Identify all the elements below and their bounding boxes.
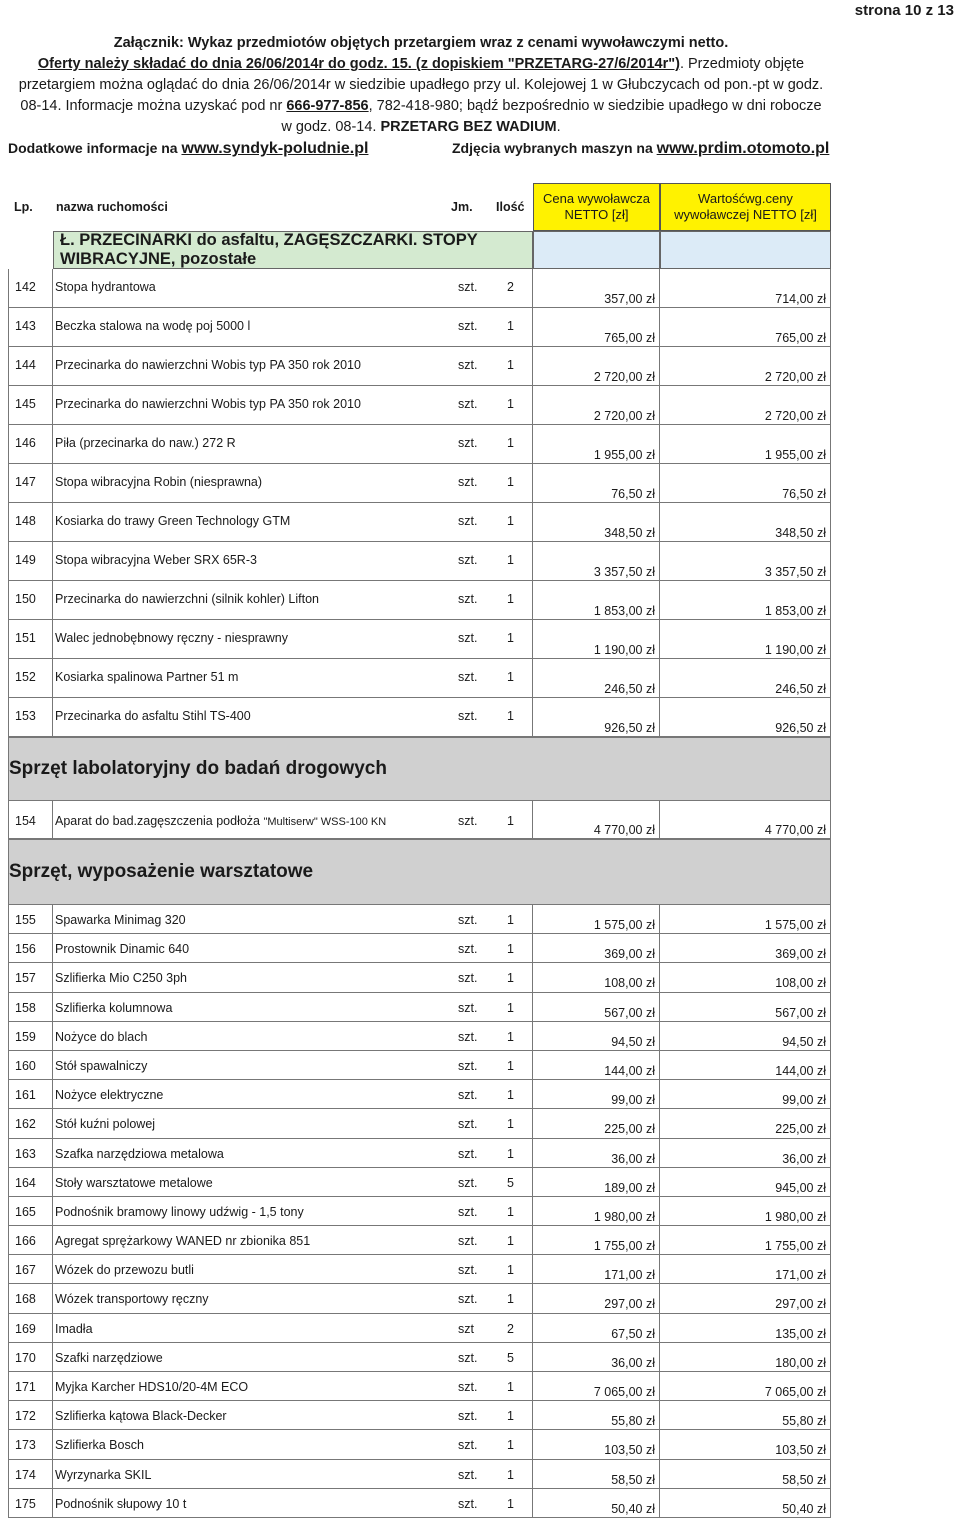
row-lp: 164 [8,1168,53,1196]
section-heading: Sprzęt labolatoryjny do badań drogowych [8,737,831,801]
row-price: 1 575,00 zł [533,905,660,933]
row-name: Prostownik Dinamic 640 [55,942,190,957]
table-row [8,503,831,542]
row-price: 926,50 zł [533,698,660,736]
row-price: 3 357,50 zł [533,542,660,580]
row-jm: szt. [458,475,478,489]
row-jm: szt. [458,1292,478,1307]
table-row [8,963,831,992]
row-name: Stopa wibracyjna Weber SRX 65R-3 [55,553,257,567]
row-value: 7 065,00 zł [660,1372,831,1400]
row-qty: 1 [488,308,533,346]
row-qty: 1 [488,1460,533,1488]
row-value: 765,00 zł [660,308,831,346]
row-value: 1 190,00 zł [660,620,831,658]
row-lp: 154 [8,801,53,838]
table-row [8,1401,831,1430]
no-deposit-note: PRZETARG BEZ WADIUM [380,119,557,135]
row-price: 1 980,00 zł [533,1197,660,1225]
row-qty: 1 [488,503,533,541]
row-lp: 147 [8,464,53,502]
row-price: 94,50 zł [533,1022,660,1050]
row-name: Szafka narzędziowa metalowa [55,1146,224,1161]
row-jm: szt. [458,971,478,986]
category-row [8,231,831,269]
row-jm: szt. [458,1467,478,1482]
table-row [8,1226,831,1255]
row-jm: szt. [458,1409,478,1424]
row-name: Stopa hydrantowa [55,280,156,294]
row-qty: 2 [488,1314,533,1342]
header-jm: Jm. [451,200,473,214]
row-value: 94,50 zł [660,1022,831,1050]
row-qty: 1 [488,1197,533,1225]
row-lp: 145 [8,386,53,424]
header-name: nazwa ruchomości [56,200,168,214]
row-name: Przecinarka do nawierzchni Wobis typ PA 350 rok 2010 [55,397,361,411]
header-line-5: w godz. 08-14. PRZETARG BEZ WADIUM. [281,119,561,135]
table-row [8,1168,831,1197]
row-value: 180,00 zł [660,1343,831,1371]
table-row [8,347,831,386]
header-line-4: 08-14. Informacje można uzyskać pod nr 666-977-856, 782-418-980; bądź bezpośrednio w siedzibie upadłego w dni robocze [20,98,822,114]
category-title: Ł. PRZECINARKI do asfaltu, ZAGĘSZCZARKI. STOPY WIBRACYJNE, pozostałe [53,231,533,269]
row-name: Kosiarka spalinowa Partner 51 m [55,670,239,684]
row-lp: 159 [8,1022,53,1050]
row-value: 225,00 zł [660,1109,831,1137]
row-name: Piła (przecinarka do naw.) 272 R [55,436,236,450]
row-qty: 1 [488,464,533,502]
row-value: 567,00 zł [660,993,831,1021]
row-qty: 1 [488,1109,533,1137]
row-jm: szt. [458,814,478,828]
row-qty: 1 [488,1139,533,1167]
row-lp: 170 [8,1343,53,1371]
row-value: 3 357,50 zł [660,542,831,580]
row-jm: szt. [458,1146,478,1161]
table-row [8,1430,831,1459]
row-value: 1 755,00 zł [660,1226,831,1254]
table-row [8,1051,831,1080]
row-value: 1 575,00 zł [660,905,831,933]
row-price: 108,00 zł [533,963,660,991]
table-row [8,542,831,581]
row-value: 103,50 zł [660,1430,831,1458]
row-value: 58,50 zł [660,1460,831,1488]
row-lp: 156 [8,934,53,962]
phone-link[interactable]: 666-977-856 [286,98,369,114]
row-qty: 5 [488,1343,533,1371]
row-lp: 167 [8,1255,53,1283]
row-jm: szt. [458,319,478,333]
table-row [8,464,831,503]
row-value: 99,00 zł [660,1080,831,1108]
row-qty: 1 [488,801,533,838]
row-jm: szt. [458,631,478,645]
table-row [8,801,831,839]
table-row [8,905,831,934]
row-price: 225,00 zł [533,1109,660,1137]
row-lp: 169 [8,1314,53,1342]
row-jm: szt. [458,280,478,294]
header-lp: Lp. [14,200,33,214]
row-jm: szt. [458,1088,478,1103]
row-qty: 5 [488,1168,533,1196]
row-name: Przecinarka do nawierzchni (silnik kohler) Lifton [55,592,320,606]
row-qty: 1 [488,905,533,933]
row-name: Podnośnik słupowy 10 t [55,1496,187,1511]
row-price: 348,50 zł [533,503,660,541]
row-qty: 1 [488,542,533,580]
row-name: Przecinarka do asfaltu Stihl TS-400 [55,709,251,723]
row-qty: 1 [488,1255,533,1283]
row-price: 67,50 zł [533,1314,660,1342]
row-name: Wyrzynarka SKIL [55,1467,152,1482]
row-name: Szlifierka kątowa Black-Decker [55,1409,227,1424]
row-lp: 158 [8,993,53,1021]
row-name: Myjka Karcher HDS10/20-4M ECO [55,1380,249,1394]
page-number: strona 10 z 13 [854,2,954,19]
row-name: Kosiarka do trawy Green Technology GTM [55,514,291,528]
table-row [8,1255,831,1284]
header-line-3: przetargiem można oglądać do dnia 26/06/2014r w siedzibie upadłego przy ul. Kolejowej 1 w Głubczycach od pon.-pt w godz. [18,77,824,93]
table-row [8,1139,831,1168]
row-value: 926,50 zł [660,698,831,736]
row-name: Przecinarka do nawierzchni Wobis typ PA 350 rok 2010 [55,358,361,372]
row-lp: 142 [8,269,53,307]
row-price: 297,00 zł [533,1284,660,1312]
row-qty: 1 [488,386,533,424]
table-row [8,581,831,620]
row-value: 714,00 zł [660,269,831,307]
table-row [8,1080,831,1109]
row-lp: 152 [8,659,53,697]
table-row [8,1460,831,1489]
table-row [8,1284,831,1313]
row-qty: 2 [488,269,533,307]
row-lp: 160 [8,1051,53,1079]
row-price: 99,00 zł [533,1080,660,1108]
row-lp: 148 [8,503,53,541]
row-jm: szt. [458,1496,478,1511]
row-qty: 1 [488,347,533,385]
row-name: Agregat sprężarkowy WANED nr zbionika 851 [55,1234,311,1249]
row-jm: szt. [458,1438,478,1453]
table-row [8,620,831,659]
row-price: 1 190,00 zł [533,620,660,658]
row-jm: szt. [458,1000,478,1015]
row-jm: szt. [458,1175,478,1190]
row-lp: 163 [8,1139,53,1167]
row-lp: 175 [8,1489,53,1517]
header-title: Załącznik: Wykaz przedmiotów objętych przetargiem wraz z cenami wywoławczymi netto. [113,35,729,51]
header-value: Wartośćwg.ceny wywoławczej NETTO [zł] [660,183,831,231]
table-row [8,934,831,963]
row-qty: 1 [488,963,533,991]
row-jm: szt. [458,913,478,927]
row-name: Stół spawalniczy [55,1058,148,1073]
row-price: 1 853,00 zł [533,581,660,619]
table-row [8,993,831,1022]
row-value: 108,00 zł [660,963,831,991]
row-lp: 153 [8,698,53,736]
table-row [8,1489,831,1518]
header-price: Cena wywoławcza NETTO [zł] [533,183,660,231]
row-price: 2 720,00 zł [533,386,660,424]
row-lp: 166 [8,1226,53,1254]
row-value: 246,50 zł [660,659,831,697]
offer-deadline: Oferty należy składać do dnia 26/06/2014r do godz. 15. (z dopiskiem "PRZETARG-27/6/2014r") [37,56,680,72]
row-qty: 1 [488,659,533,697]
row-lp: 149 [8,542,53,580]
row-price: 765,00 zł [533,308,660,346]
row-lp: 172 [8,1401,53,1429]
row-name: Szlifierka Mio C250 3ph [55,971,188,986]
table-row [8,1022,831,1051]
row-price: 1 755,00 zł [533,1226,660,1254]
row-value: 4 770,00 zł [660,801,831,838]
table-row [8,1343,831,1372]
row-lp: 173 [8,1430,53,1458]
row-lp: 171 [8,1372,53,1400]
row-price: 171,00 zł [533,1255,660,1283]
section-heading: Sprzęt, wyposażenie warsztatowe [8,839,831,905]
table-row [8,386,831,425]
rows-group-1 [8,269,831,737]
row-jm: szt. [458,942,478,957]
row-jm: szt. [458,1029,478,1044]
row-lp: 144 [8,347,53,385]
table-row [8,698,831,737]
document-header [0,33,842,138]
table-header [8,183,831,231]
rows-group-2 [8,801,831,839]
header-qty: Ilość [496,200,525,214]
otomoto-link[interactable]: www.prdim.otomoto.pl [656,140,830,157]
row-qty: 1 [488,1489,533,1517]
row-qty: 1 [488,993,533,1021]
row-lp: 155 [8,905,53,933]
row-value: 945,00 zł [660,1168,831,1196]
row-value: 135,00 zł [660,1314,831,1342]
table-row [8,1109,831,1138]
row-price: 369,00 zł [533,934,660,962]
row-qty: 1 [488,1430,533,1458]
row-value: 50,40 zł [660,1489,831,1517]
row-name: Szlifierka Bosch [55,1438,144,1453]
rows-group-3 [8,905,831,1518]
row-value: 297,00 zł [660,1284,831,1312]
row-jm: szt. [458,397,478,411]
row-qty: 1 [488,1401,533,1429]
row-jm: szt. [458,1380,478,1394]
row-qty: 1 [488,1051,533,1079]
row-jm: szt. [458,553,478,567]
row-jm: szt. [458,1263,478,1278]
row-lp: 146 [8,425,53,463]
row-lp: 162 [8,1109,53,1137]
table-row [8,425,831,464]
row-name: Spawarka Minimag 320 [55,913,186,927]
header-line-2: Oferty należy składać do dnia 26/06/2014r do godz. 15. (z dopiskiem "PRZETARG-27/6/2014r"). Przedmioty objęte [37,56,805,72]
row-value: 55,80 zł [660,1401,831,1429]
row-price: 4 770,00 zł [533,801,660,838]
row-name: Nożyce do blach [55,1029,148,1044]
row-price: 76,50 zł [533,464,660,502]
row-price: 58,50 zł [533,1460,660,1488]
row-lp: 165 [8,1197,53,1225]
row-value: 76,50 zł [660,464,831,502]
row-qty: 1 [488,1022,533,1050]
row-qty: 1 [488,425,533,463]
row-name: Imadła [55,1321,93,1336]
category-value-cell [660,231,831,269]
row-name: Szlifierka kolumnowa [55,1000,173,1015]
row-jm: szt. [458,436,478,450]
row-name: Aparat do bad.zagęszczenia podłoża "Multiserw" WSS-100 KN [55,814,387,828]
row-name: Walec jednobębnowy ręczny - niesprawny [55,631,288,645]
row-jm: szt. [458,592,478,606]
row-jm: szt. [458,358,478,372]
table-row [8,1372,831,1401]
row-name: Szafki narzędziowe [55,1350,163,1365]
row-price: 567,00 zł [533,993,660,1021]
row-lp: 157 [8,963,53,991]
row-price: 1 955,00 zł [533,425,660,463]
row-price: 50,40 zł [533,1489,660,1517]
row-value: 144,00 zł [660,1051,831,1079]
row-name: Wózek do przewozu butli [55,1263,194,1278]
row-qty: 1 [488,1284,533,1312]
row-lp: 150 [8,581,53,619]
row-name: Stopa wibracyjna Robin (niesprawna) [55,475,263,489]
row-value: 1 853,00 zł [660,581,831,619]
row-name: Beczka stalowa na wodę poj 5000 l [55,319,251,333]
row-value: 2 720,00 zł [660,386,831,424]
row-jm: szt. [458,1234,478,1249]
row-lp: 143 [8,308,53,346]
row-price: 36,00 zł [533,1139,660,1167]
row-price: 189,00 zł [533,1168,660,1196]
row-price: 2 720,00 zł [533,347,660,385]
row-name: Nożyce elektryczne [55,1088,164,1103]
syndyk-link[interactable]: www.syndyk-poludnie.pl [181,140,369,157]
row-jm: szt. [458,1117,478,1132]
row-price: 357,00 zł [533,269,660,307]
row-qty: 1 [488,934,533,962]
row-price: 144,00 zł [533,1051,660,1079]
row-jm: szt. [458,709,478,723]
table-row [8,659,831,698]
row-lp: 151 [8,620,53,658]
row-value: 36,00 zł [660,1139,831,1167]
row-jm: szt. [458,670,478,684]
row-qty: 1 [488,581,533,619]
table-row [8,308,831,347]
row-qty: 1 [488,620,533,658]
row-jm: szt. [458,1350,478,1365]
row-price: 55,80 zł [533,1401,660,1429]
row-price: 7 065,00 zł [533,1372,660,1400]
row-jm: szt. [458,1058,478,1073]
row-jm: szt [458,1321,474,1336]
row-name: Wózek transportowy ręczny [55,1292,209,1307]
row-price: 246,50 zł [533,659,660,697]
row-qty: 1 [488,698,533,736]
items-table [8,183,831,1518]
table-row [8,269,831,308]
row-lp: 174 [8,1460,53,1488]
row-value: 369,00 zł [660,934,831,962]
row-name: Stół kuźni polowej [55,1117,156,1132]
row-price: 36,00 zł [533,1343,660,1371]
row-value: 1 980,00 zł [660,1197,831,1225]
row-qty: 1 [488,1372,533,1400]
row-lp: 161 [8,1080,53,1108]
row-name: Podnośnik bramowy linowy udźwig - 1,5 tony [55,1204,304,1219]
row-jm: szt. [458,514,478,528]
row-price: 103,50 zł [533,1430,660,1458]
row-jm: szt. [458,1204,478,1219]
row-name: Stoły warsztatowe metalowe [55,1175,213,1190]
table-row [8,1197,831,1226]
row-value: 1 955,00 zł [660,425,831,463]
row-value: 2 720,00 zł [660,347,831,385]
row-lp: 168 [8,1284,53,1312]
table-row [8,1314,831,1343]
category-price-cell [533,231,660,269]
row-value: 348,50 zł [660,503,831,541]
row-value: 171,00 zł [660,1255,831,1283]
row-qty: 1 [488,1080,533,1108]
row-qty: 1 [488,1226,533,1254]
